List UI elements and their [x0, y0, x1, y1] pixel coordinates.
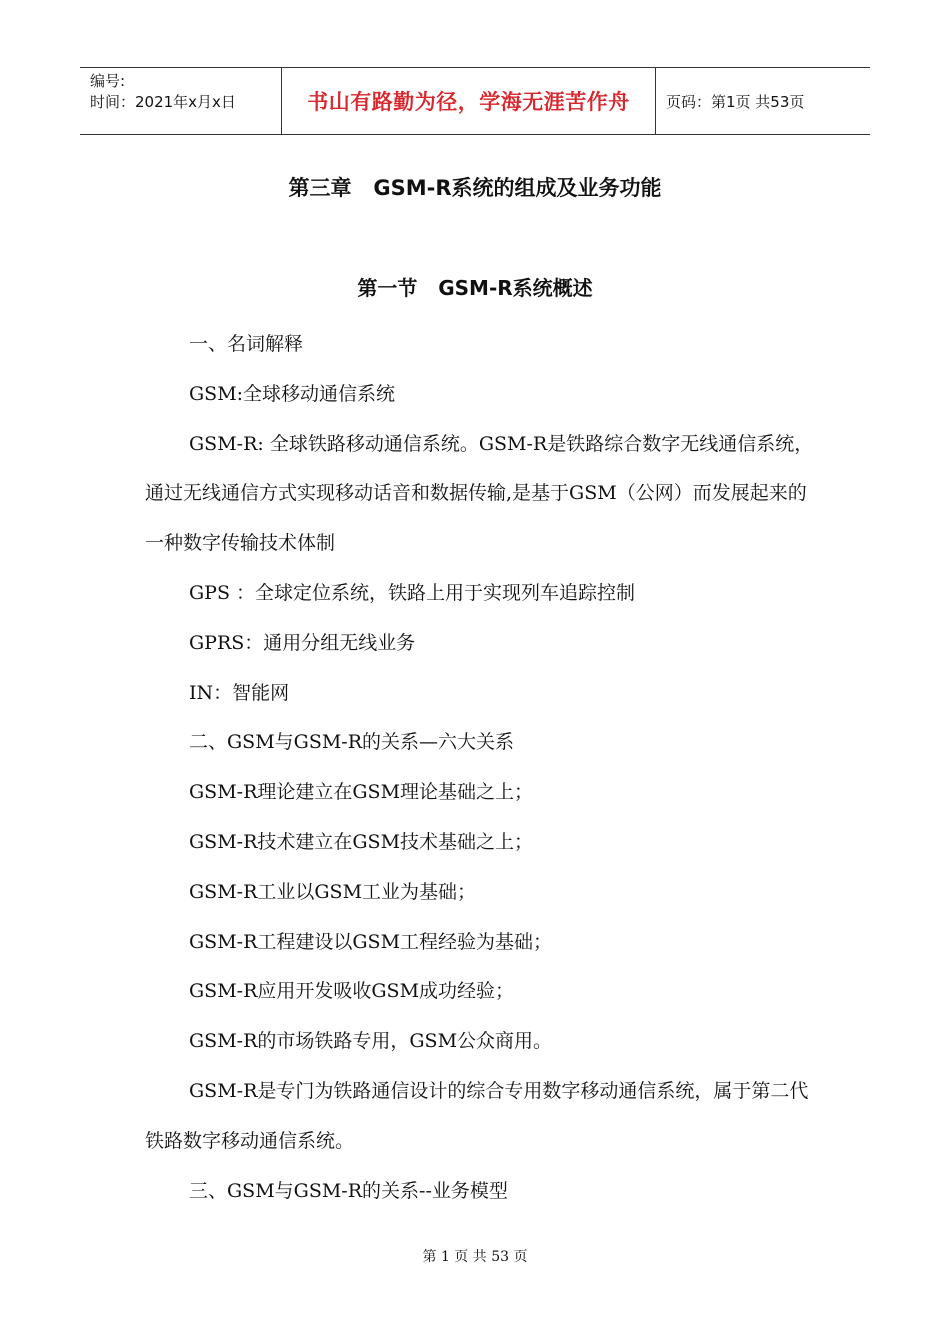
paragraph: 二、GSM与GSM-R的关系—六大关系	[189, 731, 515, 754]
paragraph: GSM-R的市场铁路专用，GSM公众商用。	[189, 1030, 553, 1053]
paragraph: 三、GSM与GSM-R的关系--业务模型	[189, 1179, 508, 1202]
paragraph: GSM:全球移动通信系统	[189, 382, 396, 405]
paragraph: GSM-R工程建设以GSM工程经验为基础；	[189, 930, 553, 953]
document-number-label: 编号:	[90, 72, 126, 90]
paragraph: 一、名词解释	[189, 333, 304, 355]
chapter-title: 第三章 GSM-R系统的组成及业务功能	[288, 176, 662, 200]
document-body	[145, 320, 815, 1216]
paragraph: GSM-R: 全球铁路移动通信系统。GSM-R是铁路综合数字无线通信系统，通过无线通信方式实现移动话音和数据传输,是基于GSM（公网）而发展起来的一种数字传输技术体制	[145, 432, 814, 555]
paragraph: GPS ：全球定位系统，铁路上用于实现列车追踪控制	[189, 581, 636, 604]
paragraph: GSM-R工业以GSM工业为基础；	[189, 880, 477, 903]
paragraph: GSM-R是专门为铁路通信设计的综合专用数字移动通信系统，属于第二代铁路数字移动通信系统。	[145, 1079, 809, 1152]
section-title: 第一节 GSM-R系统概述	[357, 276, 593, 300]
paragraph: GSM-R应用开发吸收GSM成功经验；	[189, 980, 515, 1003]
header-page-info: 页码：第1页 共53页	[666, 92, 805, 111]
header-meta	[80, 68, 282, 134]
document-time: 时间：2021年x月x日	[90, 93, 236, 111]
paragraph: GPRS：通用分组无线业务	[189, 631, 416, 654]
header-motto: 书山有路勤为径，学海无涯苦作舟	[282, 68, 656, 134]
page-footer: 第 1 页 共 53 页	[422, 1249, 528, 1265]
paragraph: GSM-R技术建立在GSM技术基础之上；	[189, 830, 534, 853]
page-header	[80, 67, 870, 135]
paragraph: IN：智能网	[189, 681, 290, 704]
paragraph: GSM-R理论建立在GSM理论基础之上；	[189, 781, 534, 804]
